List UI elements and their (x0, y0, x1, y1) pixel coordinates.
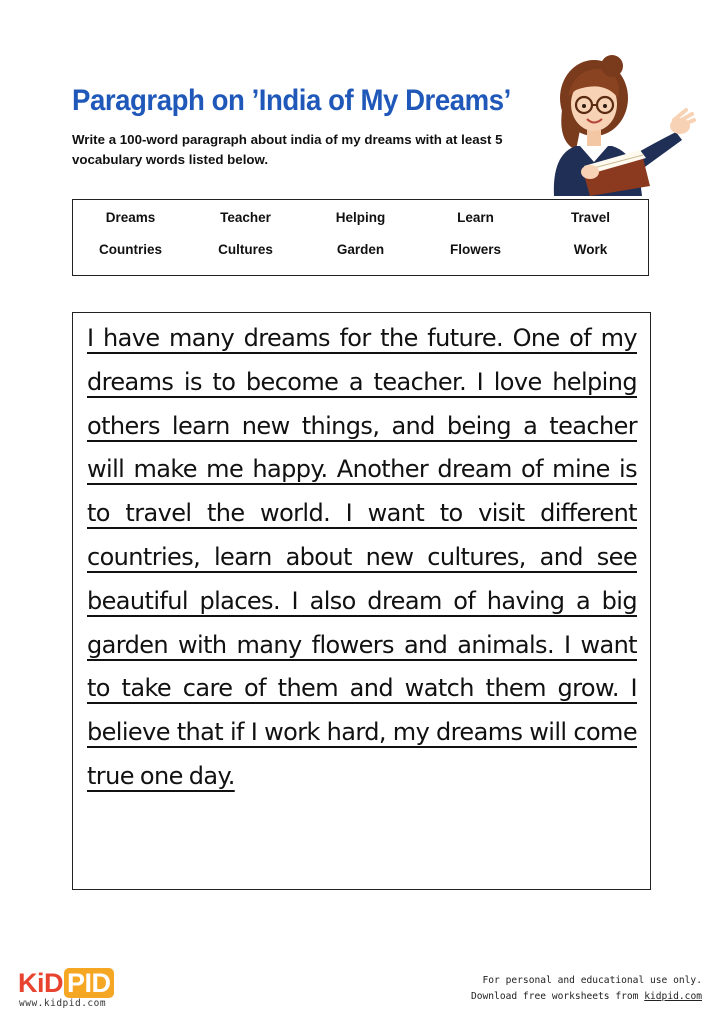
vocab-word: Garden (336, 242, 385, 257)
vocab-word: Travel (570, 210, 611, 225)
logo-website: www.kidpid.com (19, 998, 107, 1009)
teacher-illustration-icon (546, 50, 696, 196)
vocab-word: Dreams (105, 210, 156, 225)
vocab-word: Work (573, 242, 608, 257)
usage-note-line-2 (471, 989, 702, 1005)
logo-text-pid: PID (64, 968, 114, 998)
paragraph-box (72, 312, 651, 890)
kidpid-link[interactable]: kidpid.com (644, 991, 702, 1002)
usage-note-prefix: Download free worksheets from (470, 991, 645, 1002)
worksheet-title: Paragraph on ’India of My Dreams’ (72, 84, 511, 117)
vocab-word: Cultures (218, 242, 273, 257)
vocab-word: Teacher (220, 210, 271, 225)
usage-note-line-1: For personal and educational use only. (482, 975, 702, 986)
vocab-word: Countries (98, 242, 162, 257)
vocab-word: Helping (335, 210, 386, 225)
usage-note (471, 973, 702, 1005)
vocabulary-grid (73, 209, 648, 259)
kidpid-logo (18, 968, 114, 998)
logo-text-kid: KiD (18, 968, 63, 998)
vocabulary-box (72, 199, 649, 276)
vocab-word: Flowers (449, 242, 501, 257)
vocab-word: Learn (457, 210, 494, 225)
worksheet-instructions: Write a 100-word paragraph about india of my dreams with at least 5 vocabulary words listed below. (72, 132, 503, 167)
sample-paragraph: I have many dreams for the future. One of my dreams is to become a teacher. I love helping others learn new things, and being a teacher will make me happy. Another dream of mine is to travel the world. I want to visit different countries, learn about new cultures, and see beautiful places. I also dream of having a big garden with many flowers and animals. I want to take care of them and watch them grow. I believe that if I work hard, my dreams will come true one day. (87, 324, 637, 790)
